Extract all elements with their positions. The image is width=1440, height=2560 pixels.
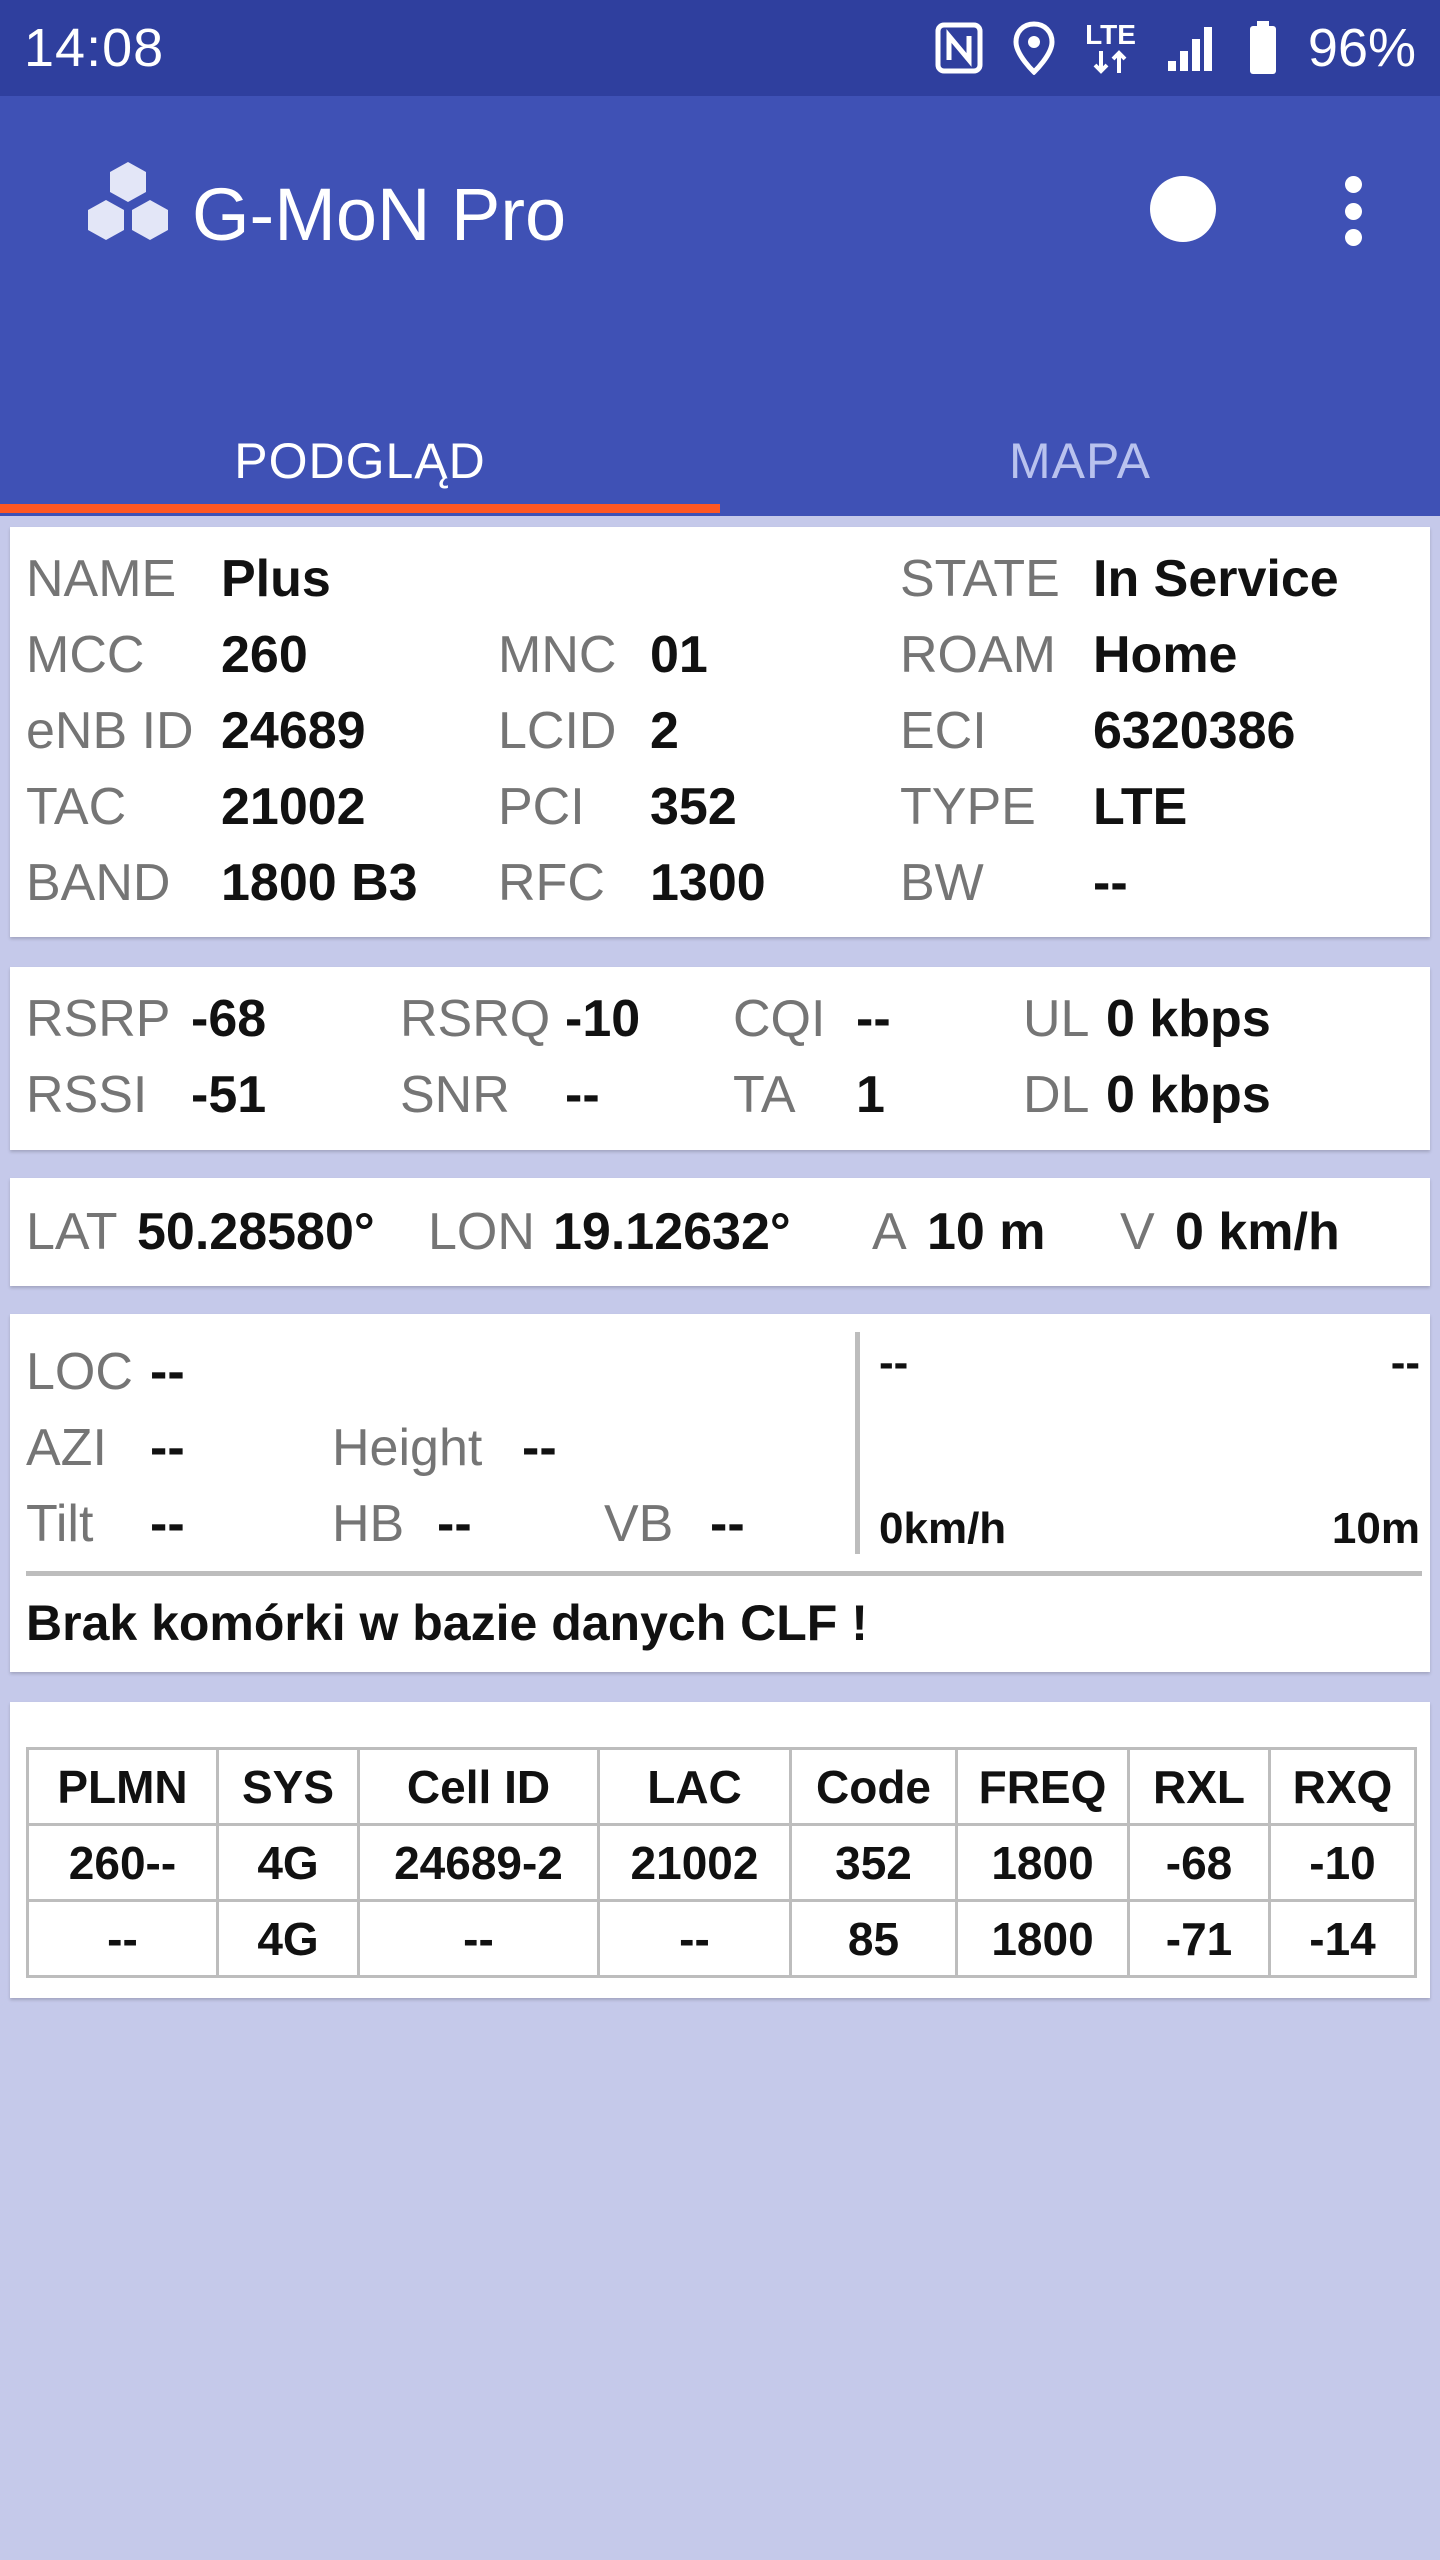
height-label: Height [332, 1419, 483, 1477]
tilt-label: Tilt [26, 1495, 94, 1553]
tab-indicator [0, 504, 720, 513]
cell-cell-id: -- [359, 1901, 599, 1977]
rsrp-label: RSRP [26, 990, 171, 1048]
hb-label: HB [332, 1495, 405, 1553]
battery-icon [1248, 21, 1278, 75]
cell-freq: 1800 [957, 1901, 1129, 1977]
lte-data-icon [1085, 21, 1136, 75]
cell-rxl: -68 [1129, 1825, 1270, 1901]
accuracy-label: A [872, 1203, 907, 1261]
rssi-label: RSSI [26, 1066, 148, 1124]
table-row [28, 1901, 1416, 1977]
nfc-icon [935, 22, 983, 74]
enb-label: eNB ID [26, 702, 194, 760]
neighbor-cells-table [26, 1747, 1417, 1978]
tac-label: TAC [26, 778, 127, 836]
ta-label: TA [733, 1066, 796, 1124]
bw-value: -- [1093, 854, 1128, 912]
graph-speed-label: 0km/h [879, 1504, 1007, 1553]
state-label: STATE [900, 550, 1060, 608]
graph-top-left: -- [879, 1338, 909, 1387]
overflow-menu-icon[interactable] [1320, 176, 1386, 246]
bw-label: BW [900, 854, 984, 912]
rfc-label: RFC [498, 854, 605, 912]
cell-lac: -- [599, 1901, 791, 1977]
cell-code: 85 [791, 1901, 957, 1977]
mcc-label: MCC [26, 626, 145, 684]
dl-value: 0 kbps [1106, 1066, 1271, 1124]
pci-label: PCI [498, 778, 585, 836]
ta-value: 1 [856, 1066, 885, 1124]
cqi-value: -- [856, 990, 891, 1048]
rssi-value: -51 [191, 1066, 267, 1124]
vb-label: VB [604, 1495, 674, 1553]
roam-label: ROAM [900, 626, 1056, 684]
cell-rxq: -14 [1270, 1901, 1416, 1977]
roam-value: Home [1093, 626, 1238, 684]
app-logo-icon [78, 158, 178, 258]
ul-value: 0 kbps [1106, 990, 1271, 1048]
height-value: -- [522, 1419, 557, 1477]
location-icon [1013, 21, 1055, 75]
accuracy-value: 10 m [927, 1203, 1046, 1261]
record-toggle-button[interactable] [1150, 176, 1216, 242]
table-header-row [28, 1749, 1416, 1825]
lcid-value: 2 [650, 702, 679, 760]
vb-value: -- [710, 1495, 745, 1553]
graph-top-right: -- [1390, 1338, 1420, 1387]
cell-sys: 4G [218, 1901, 359, 1977]
location-card [10, 1314, 1430, 1672]
tac-value: 21002 [221, 778, 366, 836]
cell-rxq: -10 [1270, 1825, 1416, 1901]
band-value: 1800 B3 [221, 854, 418, 912]
eci-value: 6320386 [1093, 702, 1296, 760]
cell-sys: 4G [218, 1825, 359, 1901]
loc-label: LOC [26, 1343, 133, 1401]
app-title: G-MoN Pro [192, 173, 567, 256]
col-rxq-header: RXQ [1270, 1749, 1416, 1825]
velocity-value: 0 km/h [1175, 1203, 1340, 1261]
state-value: In Service [1093, 550, 1339, 608]
loc-value: -- [150, 1343, 185, 1401]
col-sys-header: SYS [218, 1749, 359, 1825]
enb-value: 24689 [221, 702, 366, 760]
gps-card [10, 1178, 1430, 1286]
tab-mapa[interactable]: MAPA [1009, 433, 1151, 489]
name-value: Plus [221, 550, 331, 608]
graph-distance-label: 10m [1331, 1504, 1420, 1553]
tab-bar [0, 406, 1440, 516]
app-bar [0, 96, 1440, 516]
cell-code: 352 [791, 1825, 957, 1901]
battery-percent: 96% [1307, 18, 1416, 78]
lon-label: LON [428, 1203, 535, 1261]
vertical-divider [855, 1332, 860, 1554]
cqi-label: CQI [733, 990, 826, 1048]
azi-label: AZI [26, 1419, 107, 1477]
tab-podglad[interactable]: PODGLĄD [234, 433, 486, 489]
signal-card [10, 967, 1430, 1150]
status-bar [0, 0, 1440, 96]
name-label: NAME [26, 550, 177, 608]
horizontal-divider [26, 1571, 1422, 1576]
cell-info-card [10, 527, 1430, 937]
lat-value: 50.28580° [137, 1203, 375, 1261]
cell-plmn: 260-- [28, 1825, 218, 1901]
rsrq-value: -10 [565, 990, 641, 1048]
cell-rxl: -71 [1129, 1901, 1270, 1977]
type-label: TYPE [900, 778, 1036, 836]
tilt-value: -- [150, 1495, 185, 1553]
col-code-header: Code [791, 1749, 957, 1825]
band-label: BAND [26, 854, 171, 912]
type-value: LTE [1093, 778, 1188, 836]
lat-label: LAT [26, 1203, 118, 1261]
snr-value: -- [565, 1066, 600, 1124]
eci-label: ECI [900, 702, 987, 760]
lon-value: 19.12632° [553, 1203, 791, 1261]
network-type-label: LTE [1085, 19, 1136, 50]
ul-label: UL [1023, 990, 1090, 1048]
col-plmn-header: PLMN [28, 1749, 218, 1825]
signal-strength-icon [1166, 23, 1218, 73]
hb-value: -- [437, 1495, 472, 1553]
azi-value: -- [150, 1419, 185, 1477]
velocity-label: V [1120, 1203, 1155, 1261]
snr-label: SNR [400, 1066, 510, 1124]
rsrq-label: RSRQ [400, 990, 551, 1048]
rsrp-value: -68 [191, 990, 267, 1048]
mnc-value: 01 [650, 626, 708, 684]
clf-status-message: Brak komórki w bazie danych CLF ! [26, 1595, 868, 1651]
status-time: 14:08 [24, 18, 165, 78]
table-row [28, 1825, 1416, 1901]
lcid-label: LCID [498, 702, 617, 760]
neighbor-cells-card [10, 1702, 1430, 1998]
rfc-value: 1300 [650, 854, 766, 912]
col-freq-header: FREQ [957, 1749, 1129, 1825]
col-lac-header: LAC [599, 1749, 791, 1825]
col-cell-id-header: Cell ID [359, 1749, 599, 1825]
col-rxl-header: RXL [1129, 1749, 1270, 1825]
dl-label: DL [1023, 1066, 1090, 1124]
mnc-label: MNC [498, 626, 617, 684]
mcc-value: 260 [221, 626, 308, 684]
cell-freq: 1800 [957, 1825, 1129, 1901]
pci-value: 352 [650, 778, 737, 836]
cell-cell-id: 24689-2 [359, 1825, 599, 1901]
cell-lac: 21002 [599, 1825, 791, 1901]
cell-plmn: -- [28, 1901, 218, 1977]
